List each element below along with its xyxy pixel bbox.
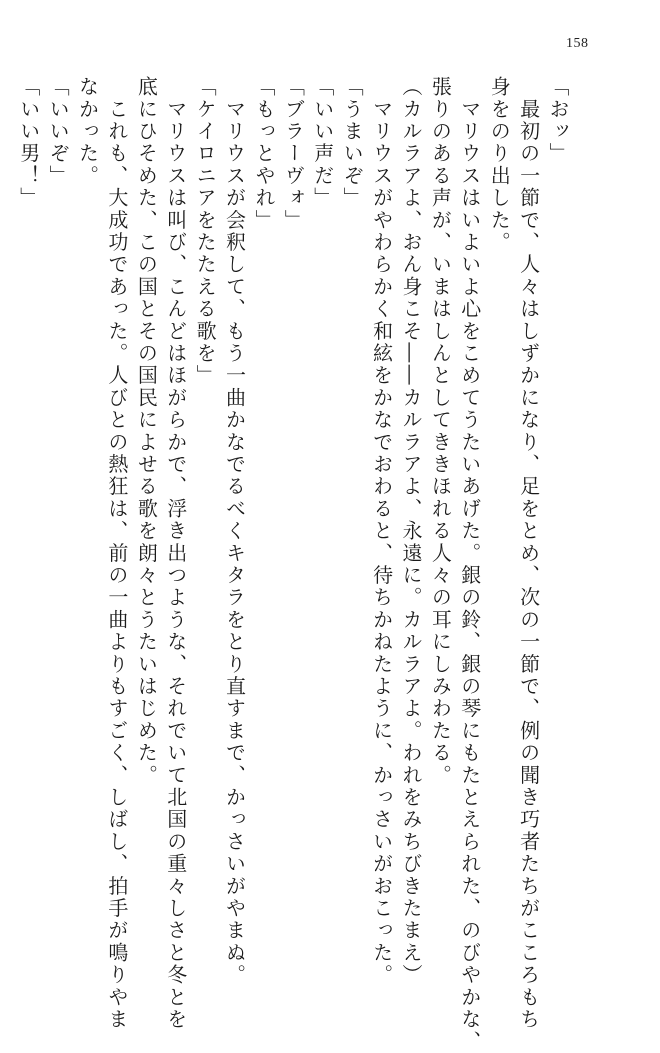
text-line: 「いいぞ」	[46, 76, 71, 187]
text-line: マリウスが会釈して、もう一曲かなでるべくキタラをとり直すまで、かっさいがやまぬ。	[222, 76, 247, 987]
text-line: マリウスはいよいよ心をこめてうたいあげた。銀の鈴、銀の琴にもたとえられた、のびやかな、	[457, 76, 482, 1053]
text-line: 張りのある声が、いまはしんとしてききほれる人々の耳にしみわたる。	[428, 76, 453, 787]
text-line: これも、大成功であった。人びとの熱狂は、前の一曲よりもすごく、しばし、拍手が鳴りやま	[104, 76, 129, 1031]
text-line: 「うまいぞ」	[340, 76, 365, 210]
text-line: マリウスは叫び、こんどはほがらかで、浮き出つような、それでいて北国の重々しさと冬とを	[163, 76, 188, 1031]
text-line: 「ブラーヴォ」	[281, 76, 306, 232]
text-line: 「いい男！」	[16, 76, 41, 210]
text-line: 「ケイロニアをたたえる歌を」	[193, 76, 218, 387]
text-line: 「もっとやれ」	[251, 76, 276, 232]
text-line: 「おッ」	[546, 76, 570, 165]
text-line: （カルラアよ、おん身こそ――カルラアよ、永遠に。カルラアよ。われをみちびきたまえ）	[398, 76, 423, 987]
text-line: 底にひそめた、この国とその国民によせる歌を朗々とうたいはじめた。	[134, 76, 159, 787]
text-line: 身をのり出した。	[487, 76, 512, 254]
text-line: 最初の一節で、人々はしずかになり、足をとめ、次の一節で、例の聞き巧者たちがこころもち	[516, 76, 541, 1031]
text-line: 「いい声だ」	[310, 76, 335, 210]
page-number: 158	[566, 36, 589, 51]
text-line: なかった。	[75, 76, 100, 187]
vertical-body-text	[13, 76, 572, 1053]
text-line: マリウスがやわらかく和絃をかなでおわると、待ちかねたように、かっさいがおこった。	[369, 76, 394, 987]
